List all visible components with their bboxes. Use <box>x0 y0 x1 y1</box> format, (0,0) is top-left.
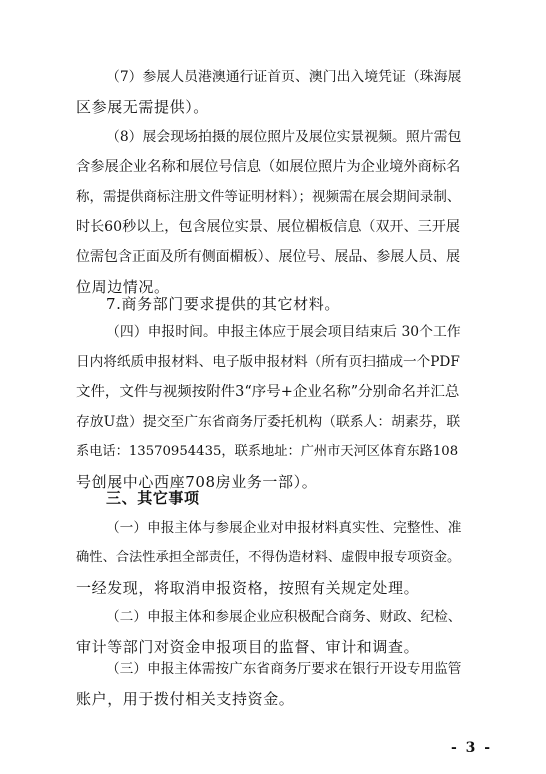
paragraph-item-7 <box>76 62 476 122</box>
text-line: 一经发现，将取消申报资格，按照有关规定处理。 <box>76 579 420 597</box>
text-line: （四）申报时间。申报主体应于展会项目结束后 30个工作 <box>106 324 461 340</box>
text-line: 存放U盘）提交至广东省商务厅委托机构（联系人：胡素芬，联 <box>76 414 461 430</box>
text-line: 审计等部门对资金申报项目的监督、审计和调查。 <box>76 638 420 656</box>
section-heading <box>76 483 476 513</box>
text-line: 系电话：13570954435，联系地址：广州市天河区体育东路108 <box>76 444 459 459</box>
text-line: 日内将纸质申报材料、电子版申报材料（所有页扫描成一个PDF <box>76 354 460 370</box>
text-line: 称，需提供商标注册文件等证明材料）；视频需在展会期间录制、 <box>76 189 461 205</box>
text-line: （8）展会现场拍摄的展位照片及展位实景视频。照片需包 <box>106 129 462 145</box>
text-line: 7.商务部门要求提供的其它材料。 <box>106 295 340 313</box>
text-line: 号创展中心西座708房业务一部）。 <box>76 473 318 491</box>
paragraph-other-3 <box>76 654 476 714</box>
text-line: 账户，用于拨付相关支持资金。 <box>76 690 295 708</box>
paragraph-other-1 <box>76 513 476 603</box>
page-number: - 3 - <box>451 740 493 756</box>
text-line: （二）申报主体和参展企业应积极配合商务、财政、纪检、 <box>106 609 462 625</box>
text-line: 位周边情况。 <box>76 278 170 296</box>
paragraph-section-4 <box>76 317 476 497</box>
text-line: （三）申报主体需按广东省商务厅要求在银行开设专用监管 <box>106 661 462 677</box>
text-line: 时长60秒以上，包含展位实景、展位楣板信息（双开、三开展 <box>76 219 460 235</box>
paragraph-item-7-other <box>76 289 476 319</box>
text-line: 位需包含正面及所有侧面楣板）、展位号、展品、参展人员、展 <box>76 249 461 265</box>
text-line: （7）参展人员港澳通行证首页、澳门出入境凭证（珠海展 <box>106 69 462 85</box>
text-line: 文件，文件与视频按附件3“序号+企业名称”分别命名并汇总 <box>76 384 460 400</box>
text-line: （一）申报主体与参展企业对申报材料真实性、完整性、准 <box>106 520 462 536</box>
heading-text: 三、其它事项 <box>106 489 200 507</box>
text-line: 区参展无需提供）。 <box>76 98 209 116</box>
text-line: 含参展企业名称和展位号信息（如展位照片为企业境外商标名 <box>76 159 461 175</box>
paragraph-other-2 <box>76 602 476 662</box>
paragraph-item-8 <box>76 122 476 302</box>
text-line: 确性、合法性承担全部责任，不得伪造材料、虚假申报专项资金。 <box>76 550 461 565</box>
